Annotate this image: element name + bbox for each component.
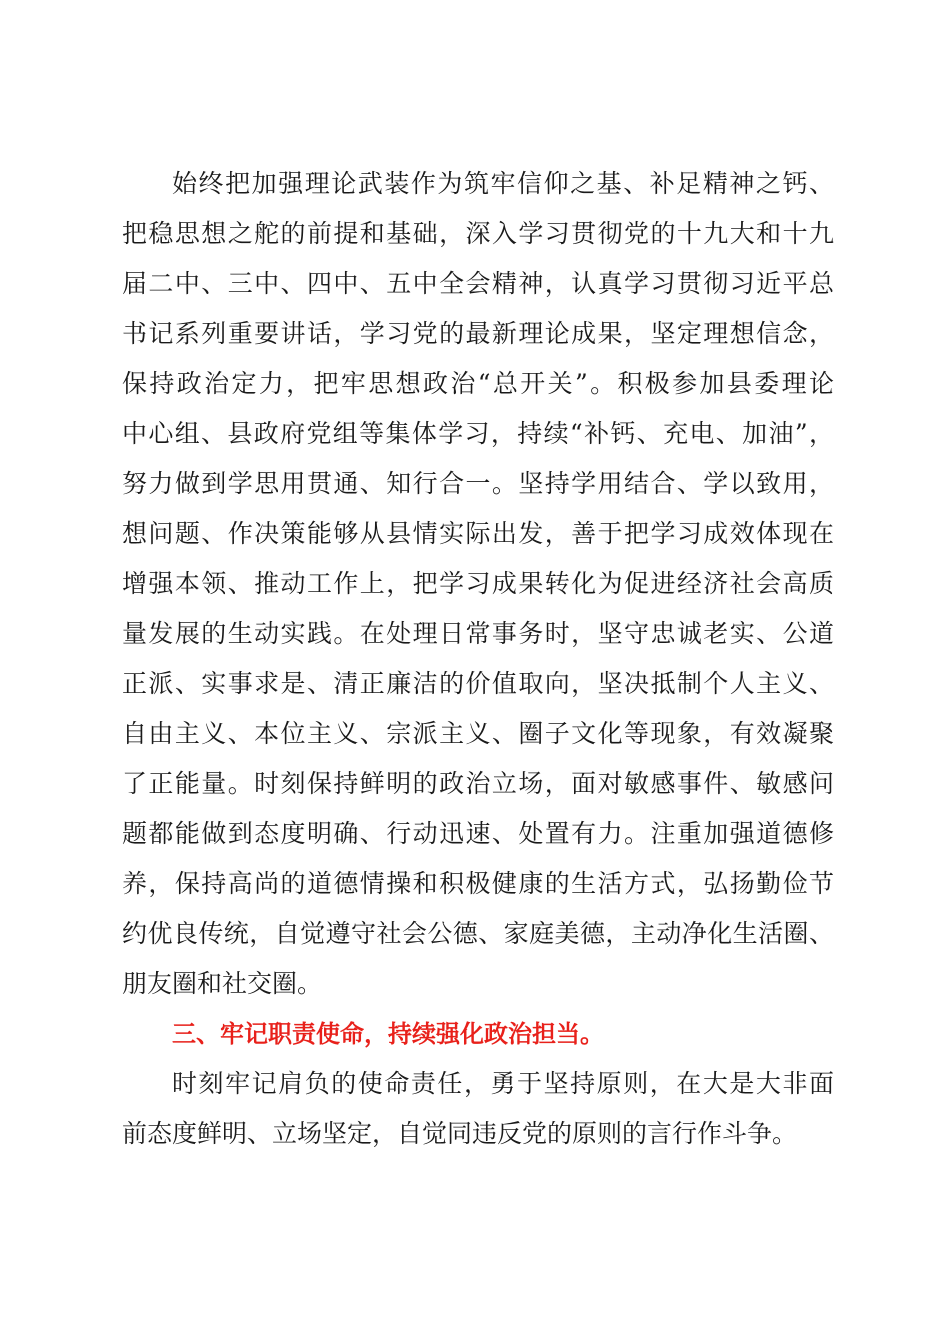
paragraph-theory-study xyxy=(122,159,834,1009)
paragraph-line: 把稳思想之舵的前提和基础，深入学习贯彻党的十九大和十九 xyxy=(122,219,834,248)
paragraph-line: 量发展的生动实践。在处理日常事务时，坚守忠诚老实、公道 xyxy=(122,619,834,648)
section-heading: 三、牢记职责使命，持续强化政治担当。 xyxy=(172,1020,604,1048)
paragraph-line: 中心组、县政府党组等集体学习，持续“补钙、充电、加油”， xyxy=(122,419,834,448)
paragraph-line: 保持政治定力，把牢思想政治“总开关”。积极参加县委理论 xyxy=(122,369,834,398)
paragraph-line: 了正能量。时刻保持鲜明的政治立场，面对敏感事件、敏感问 xyxy=(122,769,834,798)
paragraph-line: 努力做到学思用贯通、知行合一。坚持学用结合、学以致用， xyxy=(122,469,834,498)
paragraph-line: 正派、实事求是、清正廉洁的价值取向，坚决抵制个人主义、 xyxy=(122,669,834,698)
paragraph-duty-mission xyxy=(122,1059,834,1159)
paragraph-line: 朋友圈和社交圈。 xyxy=(122,969,323,998)
paragraph-line: 书记系列重要讲话，学习党的最新理论成果，坚定理想信念， xyxy=(122,319,834,348)
paragraph-line: 约优良传统，自觉遵守社会公德、家庭美德，主动净化生活圈、 xyxy=(122,919,834,948)
paragraph-line: 题都能做到态度明确、行动迅速、处置有力。注重加强道德修 xyxy=(122,819,834,848)
paragraph-line: 届二中、三中、四中、五中全会精神，认真学习贯彻习近平总 xyxy=(122,269,834,298)
paragraph-line: 增强本领、推动工作上，把学习成果转化为促进经济社会高质 xyxy=(122,569,834,598)
paragraph-line: 想问题、作决策能够从县情实际出发，善于把学习成效体现在 xyxy=(122,519,834,548)
paragraph-line: 自由主义、本位主义、宗派主义、圈子文化等现象，有效凝聚 xyxy=(122,719,834,748)
paragraph-line: 始终把加强理论武装作为筑牢信仰之基、补足精神之钙、 xyxy=(172,169,834,198)
paragraph-line: 时刻牢记肩负的使命责任，勇于坚持原则，在大是大非面 xyxy=(172,1069,834,1098)
paragraph-line: 养，保持高尚的道德情操和积极健康的生活方式，弘扬勤俭节 xyxy=(122,869,834,898)
paragraph-line: 前态度鲜明、立场坚定，自觉同违反党的原则的言行作斗争。 xyxy=(122,1119,798,1148)
